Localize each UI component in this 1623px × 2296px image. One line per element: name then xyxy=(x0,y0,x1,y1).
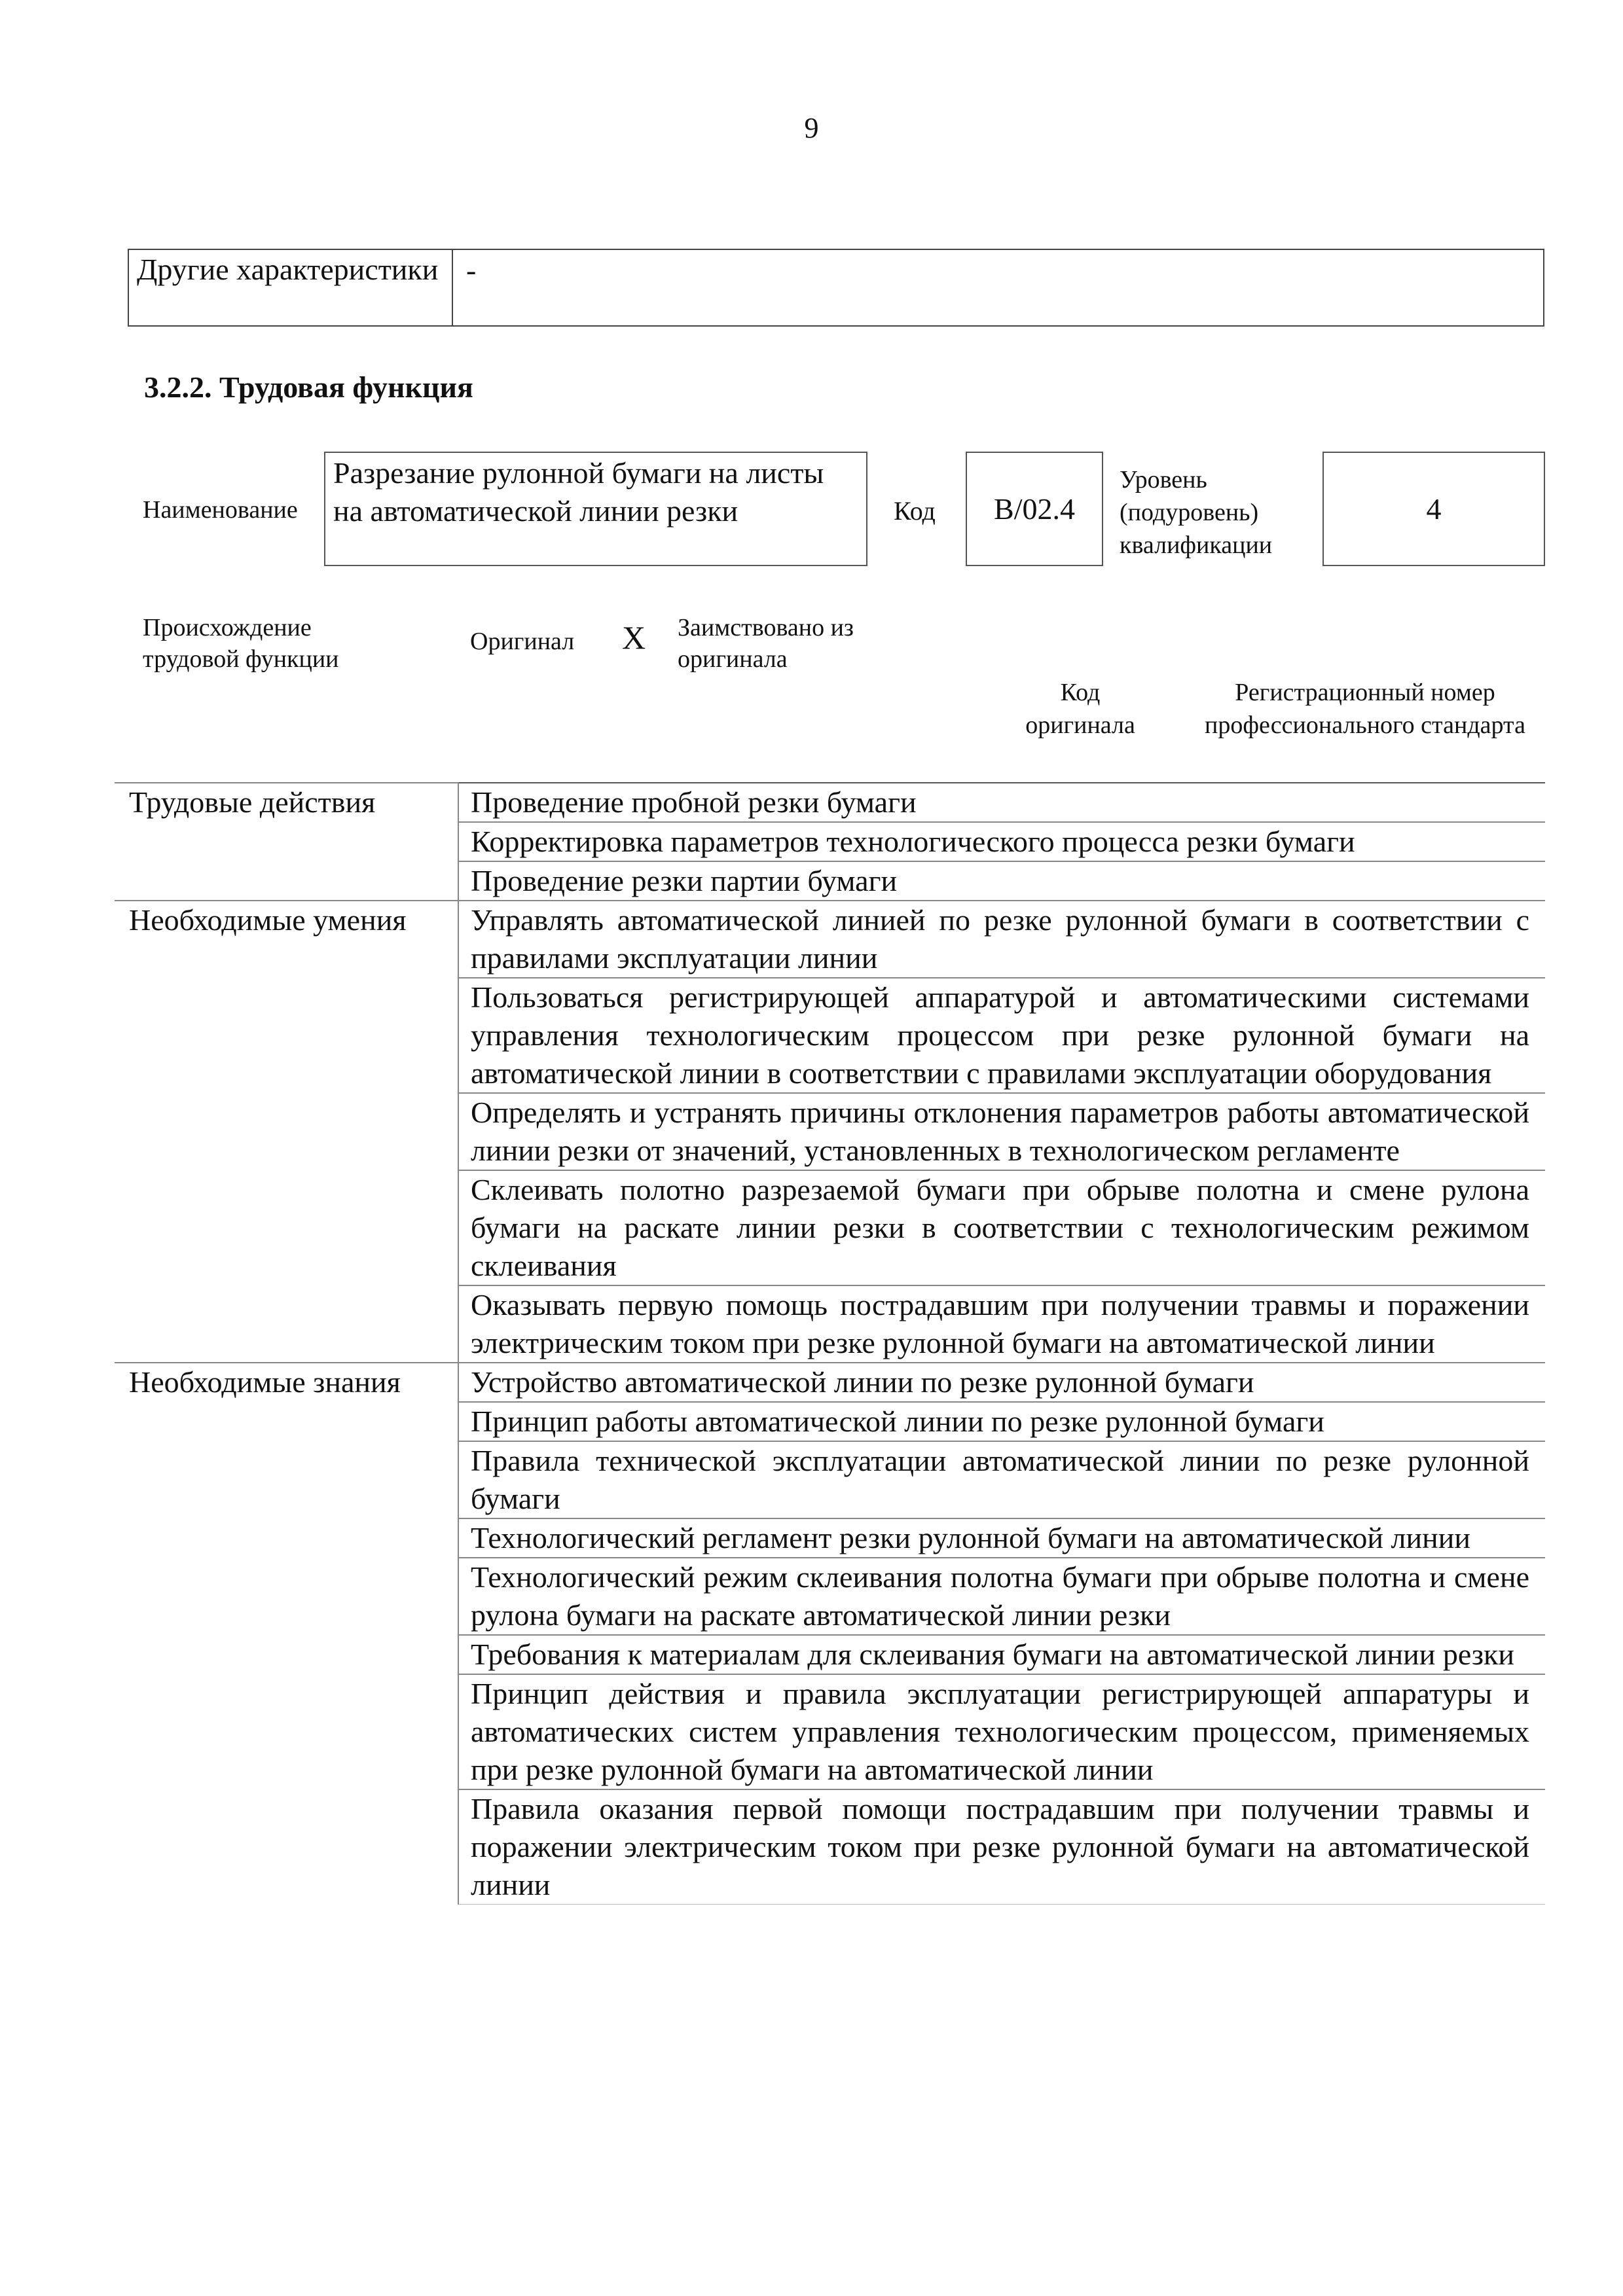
original-code-label-line: Код xyxy=(1060,679,1101,706)
original-mark: X xyxy=(622,619,646,656)
labor-action-item: Проведение резки партии бумаги xyxy=(458,861,1545,901)
qualification-level-value: 4 xyxy=(1322,452,1545,566)
skill-item: Управлять автоматической линией по резке рулонной бумаги в соответствии с правилами эксплуатации линии xyxy=(458,901,1545,978)
function-details-table xyxy=(115,782,1545,1905)
original-label: Оригинал xyxy=(470,628,575,655)
borrowed-label-line: оригинала xyxy=(678,645,788,673)
labor-action-item: Проведение пробной резки бумаги xyxy=(458,783,1545,822)
borrowed-label xyxy=(678,612,854,675)
knowledge-item: Правила технической эксплуатации автоматической линии по резке рулонной бумаги xyxy=(458,1441,1545,1518)
skill-item: Склеивать полотно разрезаемой бумаги при обрыве полотна и смене рулона бумаги на раскате линии резки в соответствии с технологическим режимом склеивания xyxy=(458,1170,1545,1285)
knowledge-item: Технологический регламент резки рулонной бумаги на автоматической линии xyxy=(458,1518,1545,1558)
registration-number-label-line: Регистрационный номер xyxy=(1235,679,1495,706)
section-title: 3.2.2. Трудовая функция xyxy=(144,370,473,404)
skill-item: Определять и устранять причины отклонения параметров работы автоматической линии резки от значений, установленных в технологическом регламенте xyxy=(458,1093,1545,1170)
level-label-line: квалификации xyxy=(1120,531,1273,559)
labor-action-item: Корректировка параметров технологического процесса резки бумаги xyxy=(458,822,1545,861)
registration-number-label-line: профессионального стандарта xyxy=(1205,711,1525,739)
labor-actions-label: Трудовые действия xyxy=(115,783,458,901)
page-number: 9 xyxy=(804,112,819,144)
level-label-line: (подуровень) xyxy=(1120,499,1259,526)
original-code-label xyxy=(1012,676,1149,742)
knowledge-item: Требования к материалам для склеивания бумаги на автоматической линии резки xyxy=(458,1635,1545,1674)
knowledge-item: Устройство автоматической линии по резке рулонной бумаги xyxy=(458,1363,1545,1402)
knowledge-item: Принцип работы автоматической линии по резке рулонной бумаги xyxy=(458,1402,1545,1441)
knowledge-item: Принцип действия и правила эксплуатации регистрирующей аппаратуры и автоматических систем управления технологическим процессом, применяемых при резке рулонной бумаги на автоматической линии xyxy=(458,1674,1545,1789)
origin-label-line: трудовой функции xyxy=(143,645,339,673)
code-label: Код xyxy=(894,496,936,526)
other-characteristics-value: - xyxy=(466,253,477,287)
function-name-value: Разрезание рулонной бумаги на листы на автоматической линии резки xyxy=(324,452,867,566)
origin-label-line: Происхождение xyxy=(143,614,312,641)
knowledge-item: Правила оказания первой помощи пострадавшим при получении травмы и поражении электрическим током при резке рулонной бумаги на автоматической линии xyxy=(458,1789,1545,1905)
other-characteristics-label: Другие характеристики xyxy=(129,250,453,325)
other-characteristics-table xyxy=(128,249,1544,327)
origin-label xyxy=(143,612,339,675)
required-knowledge-label: Необходимые знания xyxy=(115,1363,458,1905)
skill-item: Оказывать первую помощь пострадавшим при получении травмы и поражении электрическим током при резке рулонной бумаги на автоматической линии xyxy=(458,1285,1545,1363)
knowledge-item: Технологический режим склеивания полотна бумаги при обрыве полотна и смене рулона бумаги на раскате автоматической линии резки xyxy=(458,1558,1545,1635)
function-code-value: B/02.4 xyxy=(966,452,1103,566)
required-skills-label: Необходимые умения xyxy=(115,901,458,1363)
name-label: Наименование xyxy=(143,496,298,524)
qualification-level-label xyxy=(1120,463,1272,562)
registration-number-label xyxy=(1182,676,1548,742)
borrowed-label-line: Заимствовано из xyxy=(678,614,854,641)
original-code-label-line: оригинала xyxy=(1025,711,1135,739)
level-label-line: Уровень xyxy=(1120,466,1207,493)
skill-item: Пользоваться регистрирующей аппаратурой и автоматическими системами управления технологическим процессом при резке рулонной бумаги на автоматической линии в соответствии с правилами эксплуатации оборудования xyxy=(458,978,1545,1093)
